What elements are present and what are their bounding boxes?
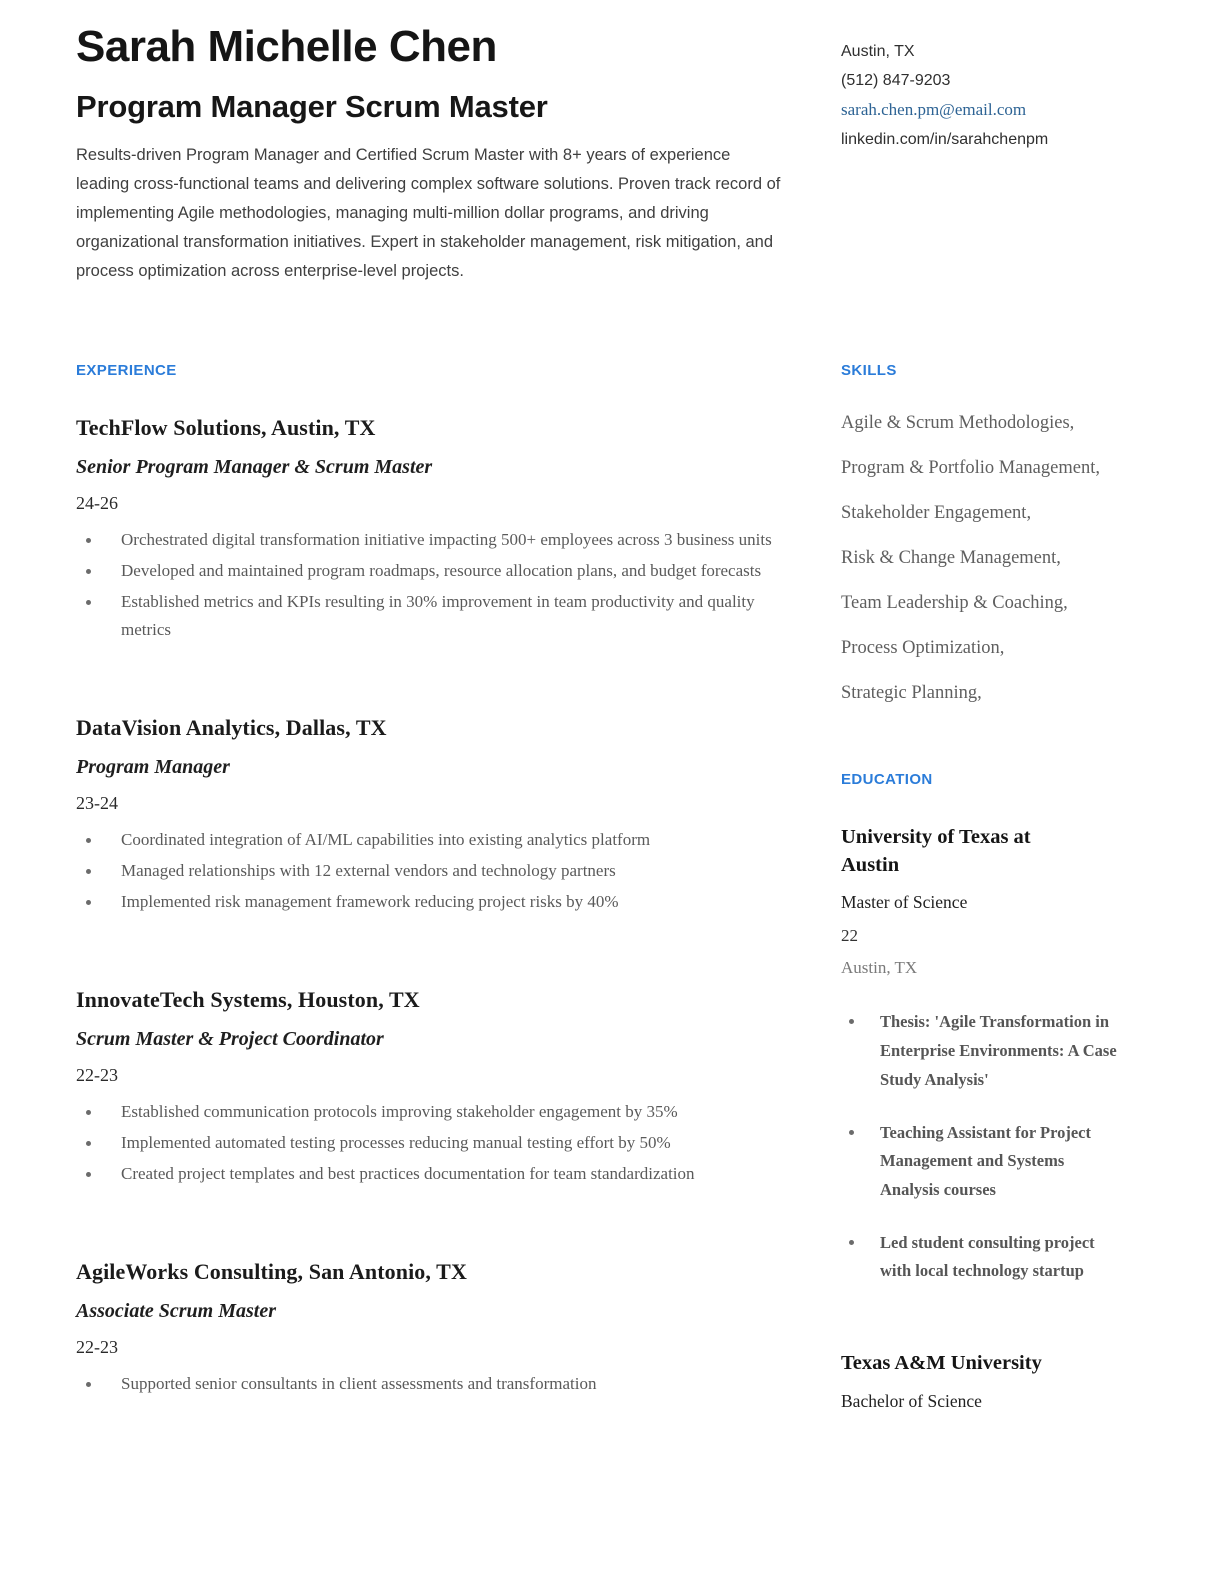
job-bullet bbox=[76, 588, 790, 646]
job-bullet bbox=[76, 526, 790, 555]
bullet-dot-icon bbox=[86, 838, 91, 843]
job-bullet-list bbox=[76, 1098, 790, 1189]
job-bullet bbox=[76, 557, 790, 586]
bullet-dot-icon bbox=[86, 1110, 91, 1115]
experience-column bbox=[76, 362, 790, 1412]
job-bullet bbox=[76, 1129, 790, 1158]
contact-phone: (512) 847-9203 bbox=[841, 71, 951, 89]
job-entry bbox=[76, 1259, 790, 1399]
education-section bbox=[841, 771, 1150, 1412]
skill-item: Team Leadership & Coaching, bbox=[841, 592, 1068, 613]
education-section-label: EDUCATION bbox=[841, 771, 933, 789]
job-title: Senior Program Manager & Scrum Master bbox=[76, 455, 433, 478]
bullet-dot-icon bbox=[849, 1019, 854, 1024]
job-dates: 22-23 bbox=[76, 1336, 118, 1357]
bullet-dot-icon bbox=[86, 600, 91, 605]
contact-block bbox=[841, 22, 1150, 286]
job-bullet-list bbox=[76, 526, 790, 646]
job-bullet bbox=[76, 857, 790, 886]
job-bullet-text: Supported senior consultants in client assessments and transformation bbox=[121, 1373, 597, 1393]
person-name: Sarah Michelle Chen bbox=[76, 22, 497, 71]
job-title: Program Manager bbox=[76, 756, 230, 779]
job-company: AgileWorks Consulting, San Antonio, TX bbox=[76, 1258, 467, 1284]
job-dates: 23-24 bbox=[76, 793, 118, 814]
school-location: Austin, TX bbox=[841, 958, 918, 978]
header bbox=[76, 22, 1150, 286]
job-bullet-text: Established communication protocols improving stakeholder engagement by 35% bbox=[121, 1101, 678, 1121]
school-bullet bbox=[841, 1119, 1150, 1205]
sidebar-column bbox=[841, 362, 1150, 1412]
job-bullet-text: Coordinated integration of AI/ML capabilities into existing analytics platform bbox=[121, 830, 651, 850]
bullet-dot-icon bbox=[86, 1172, 91, 1177]
job-bullet-text: Orchestrated digital transformation initiative impacting 500+ employees across 3 business units bbox=[121, 529, 772, 549]
job-bullet bbox=[76, 1370, 790, 1399]
job-company: DataVision Analytics, Dallas, TX bbox=[76, 715, 387, 741]
job-dates: 24-26 bbox=[76, 492, 118, 513]
bullet-dot-icon bbox=[86, 1382, 91, 1387]
job-bullet-text: Established metrics and KPIs resulting in 30% improvement in team productivity and quality metrics bbox=[121, 591, 755, 640]
job-bullet bbox=[76, 826, 790, 855]
school-bullet-list bbox=[841, 1008, 1150, 1286]
job-bullet-text: Created project templates and best practices documentation for team standardization bbox=[121, 1163, 695, 1183]
job-bullet-list bbox=[76, 826, 790, 917]
school-bullet-text: Teaching Assistant for Project Management and Systems Analysis courses bbox=[880, 1122, 1091, 1199]
skill-item: Strategic Planning, bbox=[841, 683, 982, 704]
school-entry bbox=[841, 824, 1150, 1286]
school-bullet-text: Led student consulting project with local technology startup bbox=[880, 1232, 1095, 1281]
job-bullet-list bbox=[76, 1370, 790, 1399]
job-bullet-text: Managed relationships with 12 external vendors and technology partners bbox=[121, 861, 616, 881]
skill-item: Agile & Scrum Methodologies, bbox=[841, 412, 1075, 433]
school-name: University of Texas at Austin bbox=[841, 826, 1031, 876]
job-company: InnovateTech Systems, Houston, TX bbox=[76, 986, 420, 1012]
skills-list bbox=[841, 411, 1150, 705]
main-content bbox=[76, 362, 1150, 1412]
job-bullet-text: Implemented risk management framework reducing project risks by 40% bbox=[121, 892, 619, 912]
school-bullet-text: Thesis: 'Agile Transformation in Enterprise Environments: A Case Study Analysis' bbox=[880, 1012, 1117, 1089]
skill-item: Risk & Change Management, bbox=[841, 547, 1061, 568]
bullet-dot-icon bbox=[86, 869, 91, 874]
job-bullet bbox=[76, 1098, 790, 1127]
job-dates: 22-23 bbox=[76, 1064, 118, 1085]
job-bullet bbox=[76, 888, 790, 917]
skill-item: Stakeholder Engagement, bbox=[841, 502, 1032, 523]
skill-item: Program & Portfolio Management, bbox=[841, 457, 1100, 478]
school-bullet bbox=[841, 1008, 1150, 1094]
header-left bbox=[76, 22, 790, 286]
bullet-dot-icon bbox=[849, 1240, 854, 1245]
job-bullet-text: Implemented automated testing processes reducing manual testing effort by 50% bbox=[121, 1132, 671, 1152]
job-entry bbox=[76, 715, 790, 917]
contact-location: Austin, TX bbox=[841, 43, 915, 60]
school-entry bbox=[841, 1350, 1150, 1412]
skill-item: Process Optimization, bbox=[841, 637, 1005, 658]
job-entry bbox=[76, 415, 790, 646]
job-bullet bbox=[76, 1160, 790, 1189]
bullet-dot-icon bbox=[86, 569, 91, 574]
job-bullet-text: Developed and maintained program roadmaps, resource allocation plans, and budget forecasts bbox=[121, 560, 762, 580]
summary-paragraph: Results-driven Program Manager and Certified Scrum Master with 8+ years of experience leading cross-functional teams and delivering complex software solutions. Proven track record of implementing Agile methodologies, managing multi-million dollar programs, and driving organizational transformation initiatives. Expert in stakeholder management, risk mitigation, and process optimization across enterprise-level projects. bbox=[76, 145, 781, 280]
bullet-dot-icon bbox=[86, 1141, 91, 1146]
school-degree: Bachelor of Science bbox=[841, 1390, 982, 1411]
skills-section-label: SKILLS bbox=[841, 361, 897, 379]
experience-section-label: EXPERIENCE bbox=[76, 361, 177, 379]
job-title: Scrum Master & Project Coordinator bbox=[76, 1027, 384, 1050]
job-company: TechFlow Solutions, Austin, TX bbox=[76, 414, 376, 440]
bullet-dot-icon bbox=[86, 538, 91, 543]
school-dates: 22 bbox=[841, 926, 858, 946]
job-title: Associate Scrum Master bbox=[76, 1299, 277, 1322]
contact-email-link[interactable]: sarah.chen.pm@email.com bbox=[841, 100, 1027, 120]
contact-linkedin: linkedin.com/in/sarahchenpm bbox=[841, 130, 1049, 148]
job-entry bbox=[76, 987, 790, 1189]
school-degree: Master of Science bbox=[841, 892, 968, 913]
person-headline: Program Manager Scrum Master bbox=[76, 88, 548, 124]
bullet-dot-icon bbox=[849, 1130, 854, 1135]
bullet-dot-icon bbox=[86, 900, 91, 905]
school-bullet bbox=[841, 1229, 1150, 1286]
school-name: Texas A&M University bbox=[841, 1352, 1042, 1375]
